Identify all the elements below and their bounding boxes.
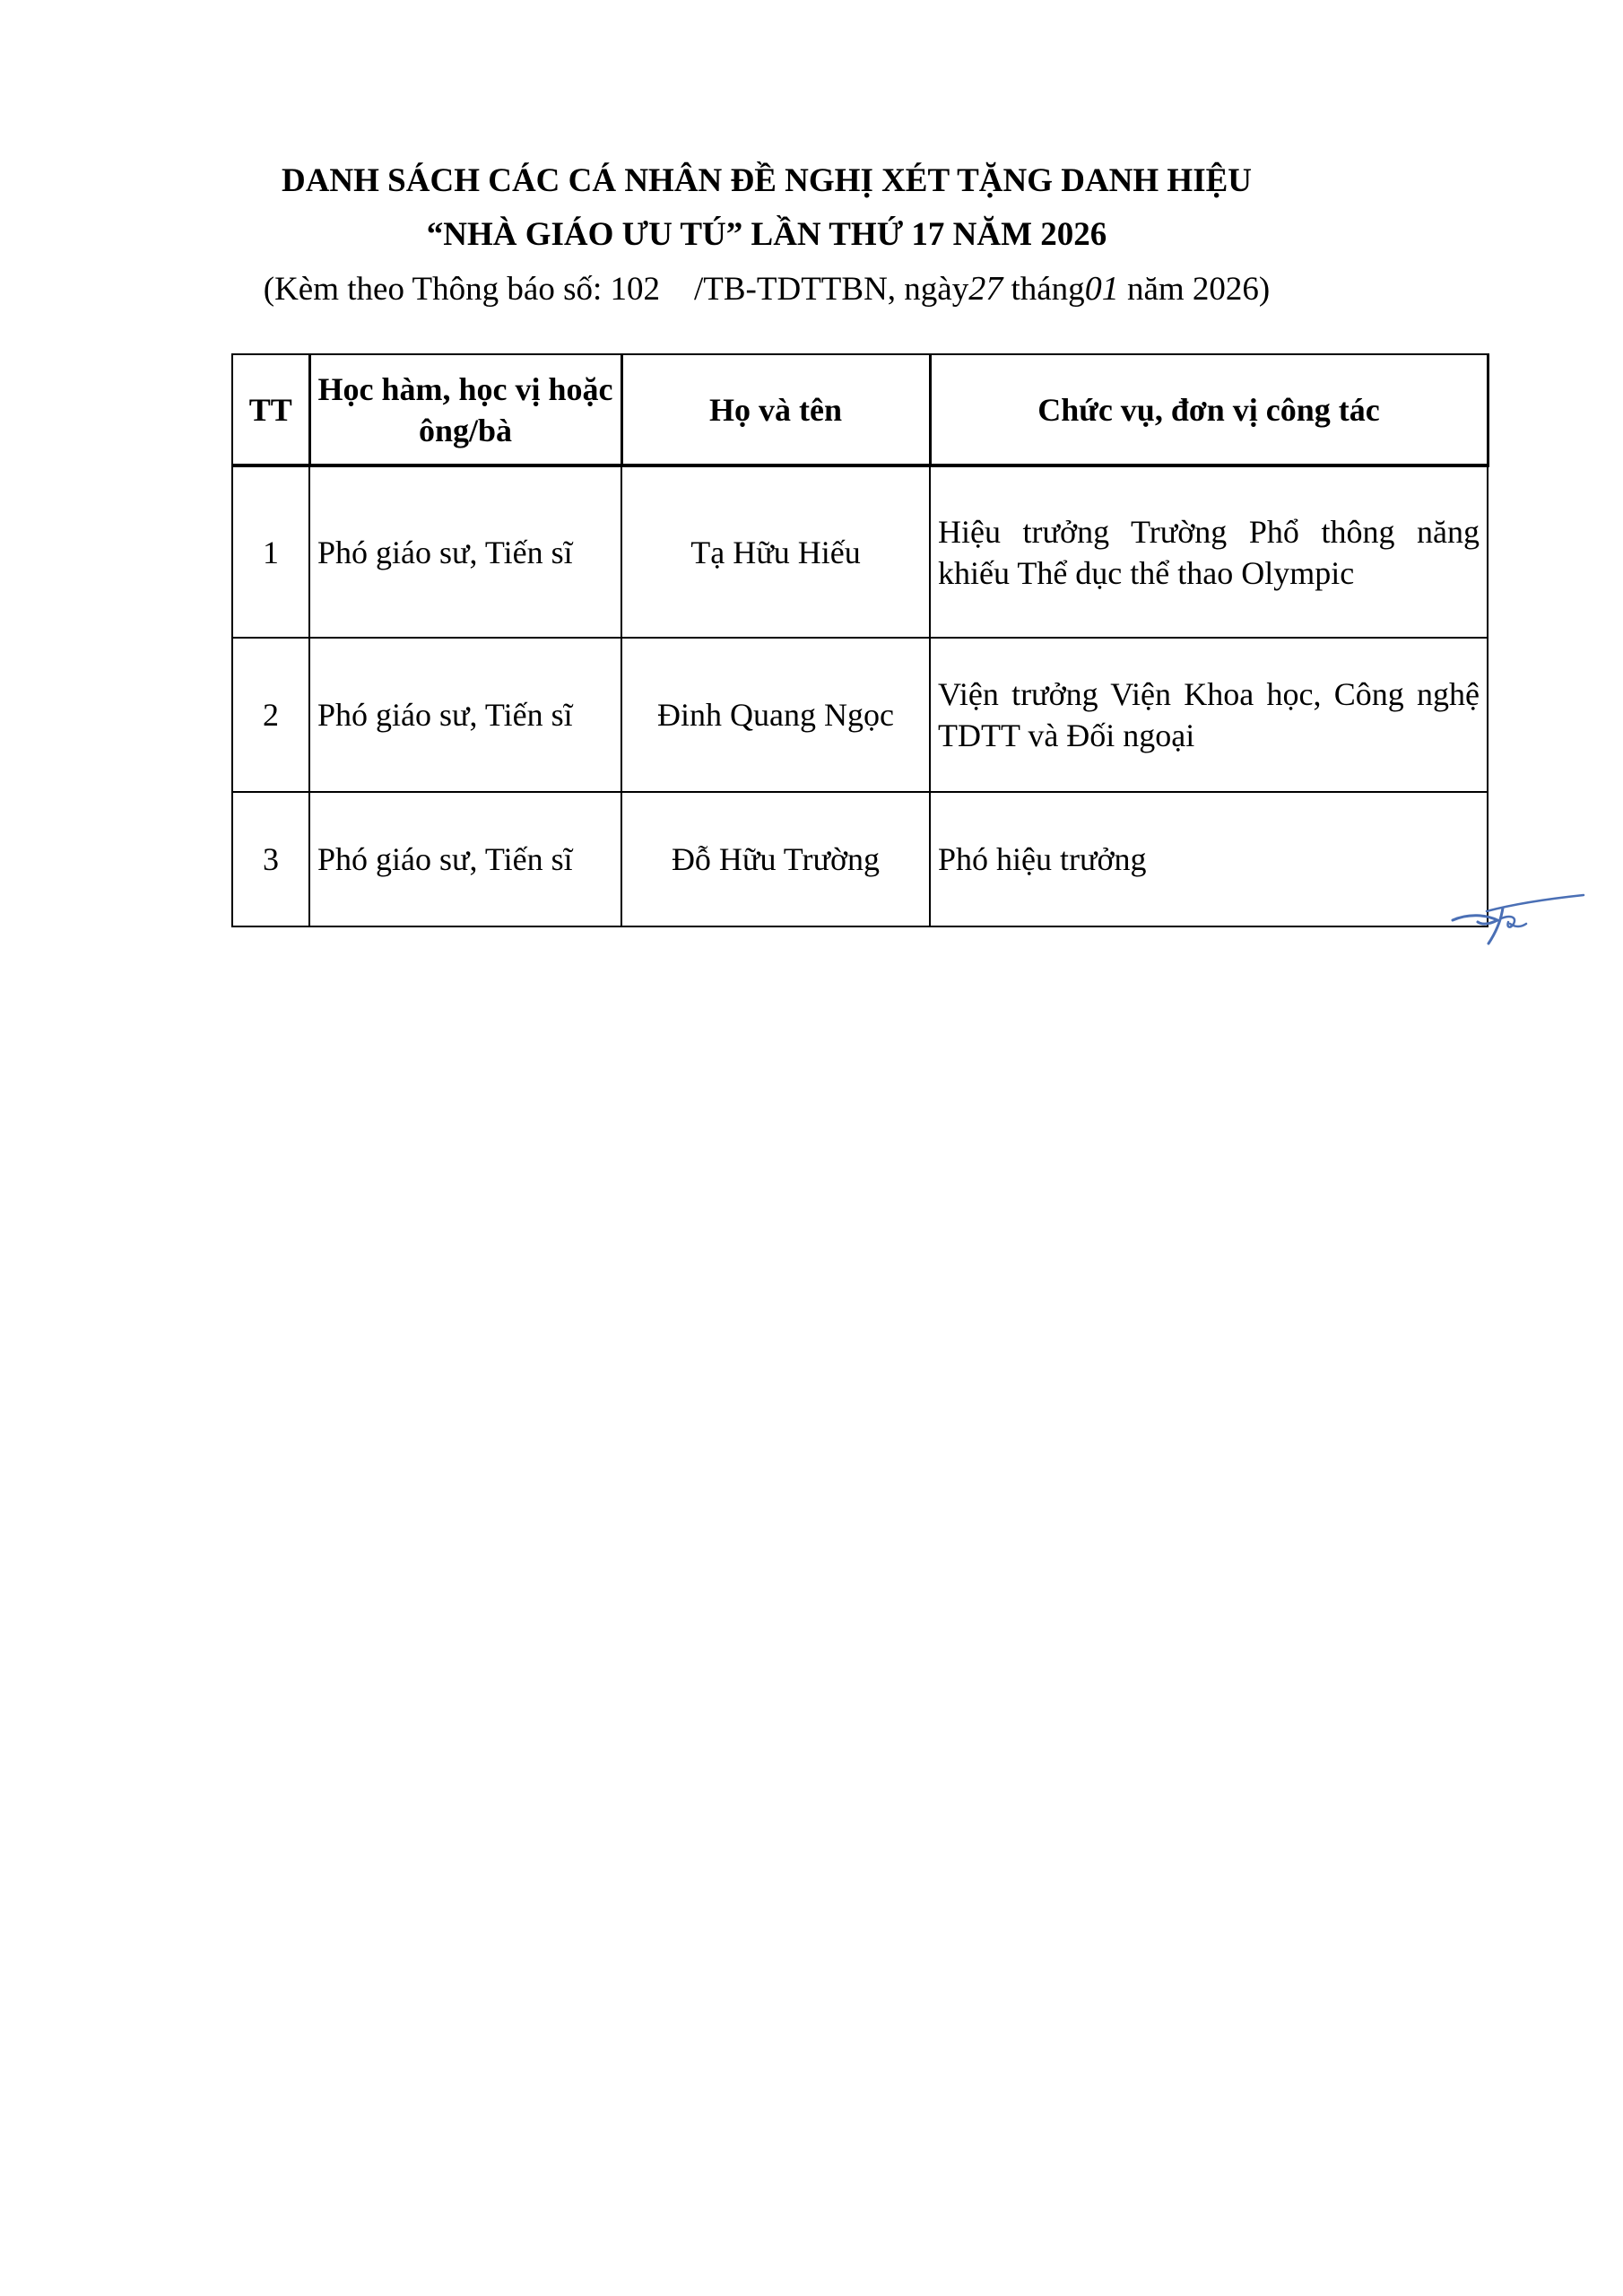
document-title-line-2: “NHÀ GIÁO ƯU TÚ” LẦN THỨ 17 NĂM 2026 [426,216,1107,253]
row-name: Đỗ Hữu Trường [621,792,930,926]
row-tt: 2 [232,638,309,792]
header-name: Họ và tên [621,354,930,465]
row-position: Phó hiệu trưởng [930,792,1488,926]
row-name: Đinh Quang Ngọc [621,638,930,792]
row-name: Tạ Hữu Hiếu [621,465,930,638]
row-rank: Phó giáo sư, Tiến sĩ [309,638,621,792]
row-tt: 1 [232,465,309,638]
document-title-line-1: DANH SÁCH CÁC CÁ NHÂN ĐỀ NGHỊ XÉT TẶNG DANH HIỆU [281,162,1252,199]
notice-number: 102 [610,271,660,308]
notice-code: /TB-TDTTBN, ngày [694,271,969,308]
nominee-table [231,353,1489,927]
row-rank: Phó giáo sư, Tiến sĩ [309,792,621,926]
table-header-row [232,354,1488,465]
title-block [179,154,1354,317]
month-label: tháng [1002,271,1085,308]
table-row [232,638,1488,792]
table-row [232,465,1488,638]
header-rank: Học hàm, học vị hoặc ông/bà [309,354,621,465]
notice-day: 27 [968,270,1003,308]
subtitle-prefix: (Kèm theo Thông báo số: [263,271,611,308]
row-position: Viện trưởng Viện Khoa học, Công nghệ TDTT và Đối ngoại [930,638,1488,792]
table-row [232,792,1488,926]
header-tt: TT [232,354,309,465]
initials-signature-icon [1451,888,1585,951]
row-tt: 3 [232,792,309,926]
document-subtitle [179,262,1354,317]
row-rank: Phó giáo sư, Tiến sĩ [309,465,621,638]
header-position: Chức vụ, đơn vị công tác [930,354,1488,465]
subtitle-suffix: năm 2026) [1118,271,1271,308]
notice-month: 01 [1084,270,1119,308]
row-position: Hiệu trưởng Trường Phổ thông năng khiếu Thể dục thể thao Olympic [930,465,1488,638]
